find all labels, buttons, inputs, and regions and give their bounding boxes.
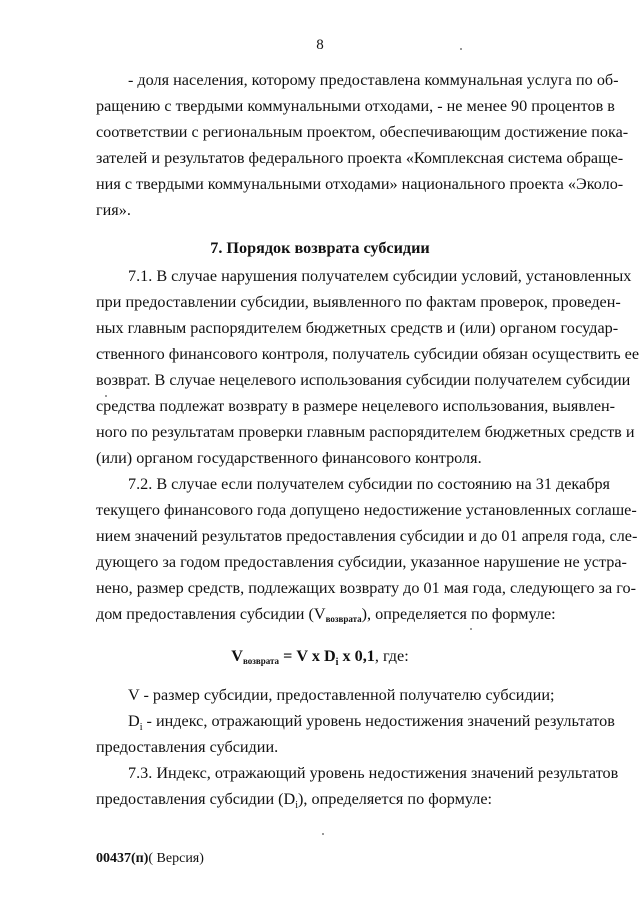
paragraph-7-1-line-7: ного по результатам проверки главным распорядителем бюджетных средств и (96, 423, 635, 441)
formula-where: , где: (374, 647, 409, 665)
paragraph-7-2-line-1: 7.2. В случае если получателем субсидии по состоянию на 31 декабря (128, 475, 610, 493)
scan-speck (460, 48, 462, 50)
formula-d-subscript: i (335, 657, 339, 669)
paragraph-7-1-line-5: возврат. В случае нецелевого использования субсидии получателем субсидии (96, 371, 631, 389)
v-return-subscript: возврата (325, 614, 362, 624)
paragraph-7-1-line-2: при предоставлении субсидии, выявленного по фактам проверок, проведен- (96, 293, 621, 311)
formula-v-return-subscript: возврата (242, 656, 280, 666)
paragraph-1-line-5: ния с твердыми коммунальными отходами» национального проекта «Эколо- (96, 175, 624, 193)
return-formula (0, 647, 640, 668)
footer-code: 00437(п) (96, 851, 149, 866)
formula-v-return: V (231, 647, 243, 665)
definition-d-symbol: D (128, 712, 140, 730)
paragraph-7-2-line-6-prefix: дом предоставления субсидии (V (96, 605, 326, 623)
paragraph-7-2-line-4: дующего за годом предоставления субсидии, указанное нарушение не устра- (96, 553, 627, 571)
paragraph-7-1-line-6: средства подлежат возврату в размере нецелевого использования, выявлен- (96, 397, 616, 415)
paragraph-7-2-line-3: нием значений результатов предоставления субсидии и до 01 апреля года, сле- (96, 527, 638, 545)
paragraph-7-2-line-6 (96, 604, 599, 629)
document-footer (96, 851, 204, 867)
footer-note: ( Версия) (148, 851, 204, 866)
definition-d-line-1 (128, 711, 615, 738)
paragraph-1-line-6: гия». (96, 201, 131, 219)
paragraph-1-line-3: соответствии с региональным проектом, обеспечивающим достижение пока- (96, 123, 629, 141)
paragraph-1-line-4: зателей и результатов федерального проекта «Комплексная система обраще- (96, 149, 624, 167)
page-number: 8 (316, 37, 324, 53)
paragraph-7-3-line-2-prefix: предоставления субсидии (D (96, 790, 296, 808)
paragraph-7-2-line-2: текущего финансового года допущено недостижение установленных соглаше- (96, 501, 637, 519)
paragraph-7-3-line-2 (96, 789, 599, 816)
paragraph-7-1-line-8: (или) органом государственного финансового контроля. (96, 449, 482, 467)
formula-expression: = V x D (279, 647, 336, 665)
paragraph-1-line-2: ращению с твердыми коммунальными отходами, - не менее 90 процентов в (96, 97, 615, 115)
section-heading: 7. Порядок возврата субсидии (210, 239, 430, 257)
paragraph-7-1-line-1: 7.1. В случае нарушения получателем субсидии условий, установленных (128, 267, 632, 285)
paragraph-1-line-1: - доля населения, которому предоставлена коммунальная услуга по об- (128, 71, 619, 89)
definition-d-line-2: предоставления субсидии. (96, 738, 279, 756)
paragraph-7-3-d-subscript: i (295, 800, 299, 812)
paragraph-7-2-line-6-suffix: ), определяется по формуле: (361, 605, 556, 623)
scan-speck (470, 628, 472, 630)
definition-d-text: - индекс, отражающий уровень недостижения значений результатов (142, 712, 615, 730)
paragraph-7-3-line-2-suffix: ), определяется по формуле: (298, 790, 493, 808)
paragraph-7-1-line-3: ных главным распорядителем бюджетных средств и (или) органом государ- (96, 319, 619, 337)
definition-d-subscript: i (139, 722, 143, 734)
definition-v: V - размер субсидии, предоставленной получателю субсидии; (128, 686, 555, 704)
formula-expression-tail: x 0,1 (338, 647, 375, 665)
scan-speck (105, 395, 107, 397)
paragraph-7-3-line-1: 7.3. Индекс, отражающий уровень недостижения значений результатов (128, 764, 619, 782)
paragraph-7-2-line-5: нено, размер средств, подлежащих возврату до 01 мая года, следующего за го- (96, 579, 636, 597)
paragraph-7-1-line-4: ственного финансового контроля, получатель субсидии обязан осуществить ее (96, 345, 640, 363)
scan-speck (322, 833, 324, 835)
